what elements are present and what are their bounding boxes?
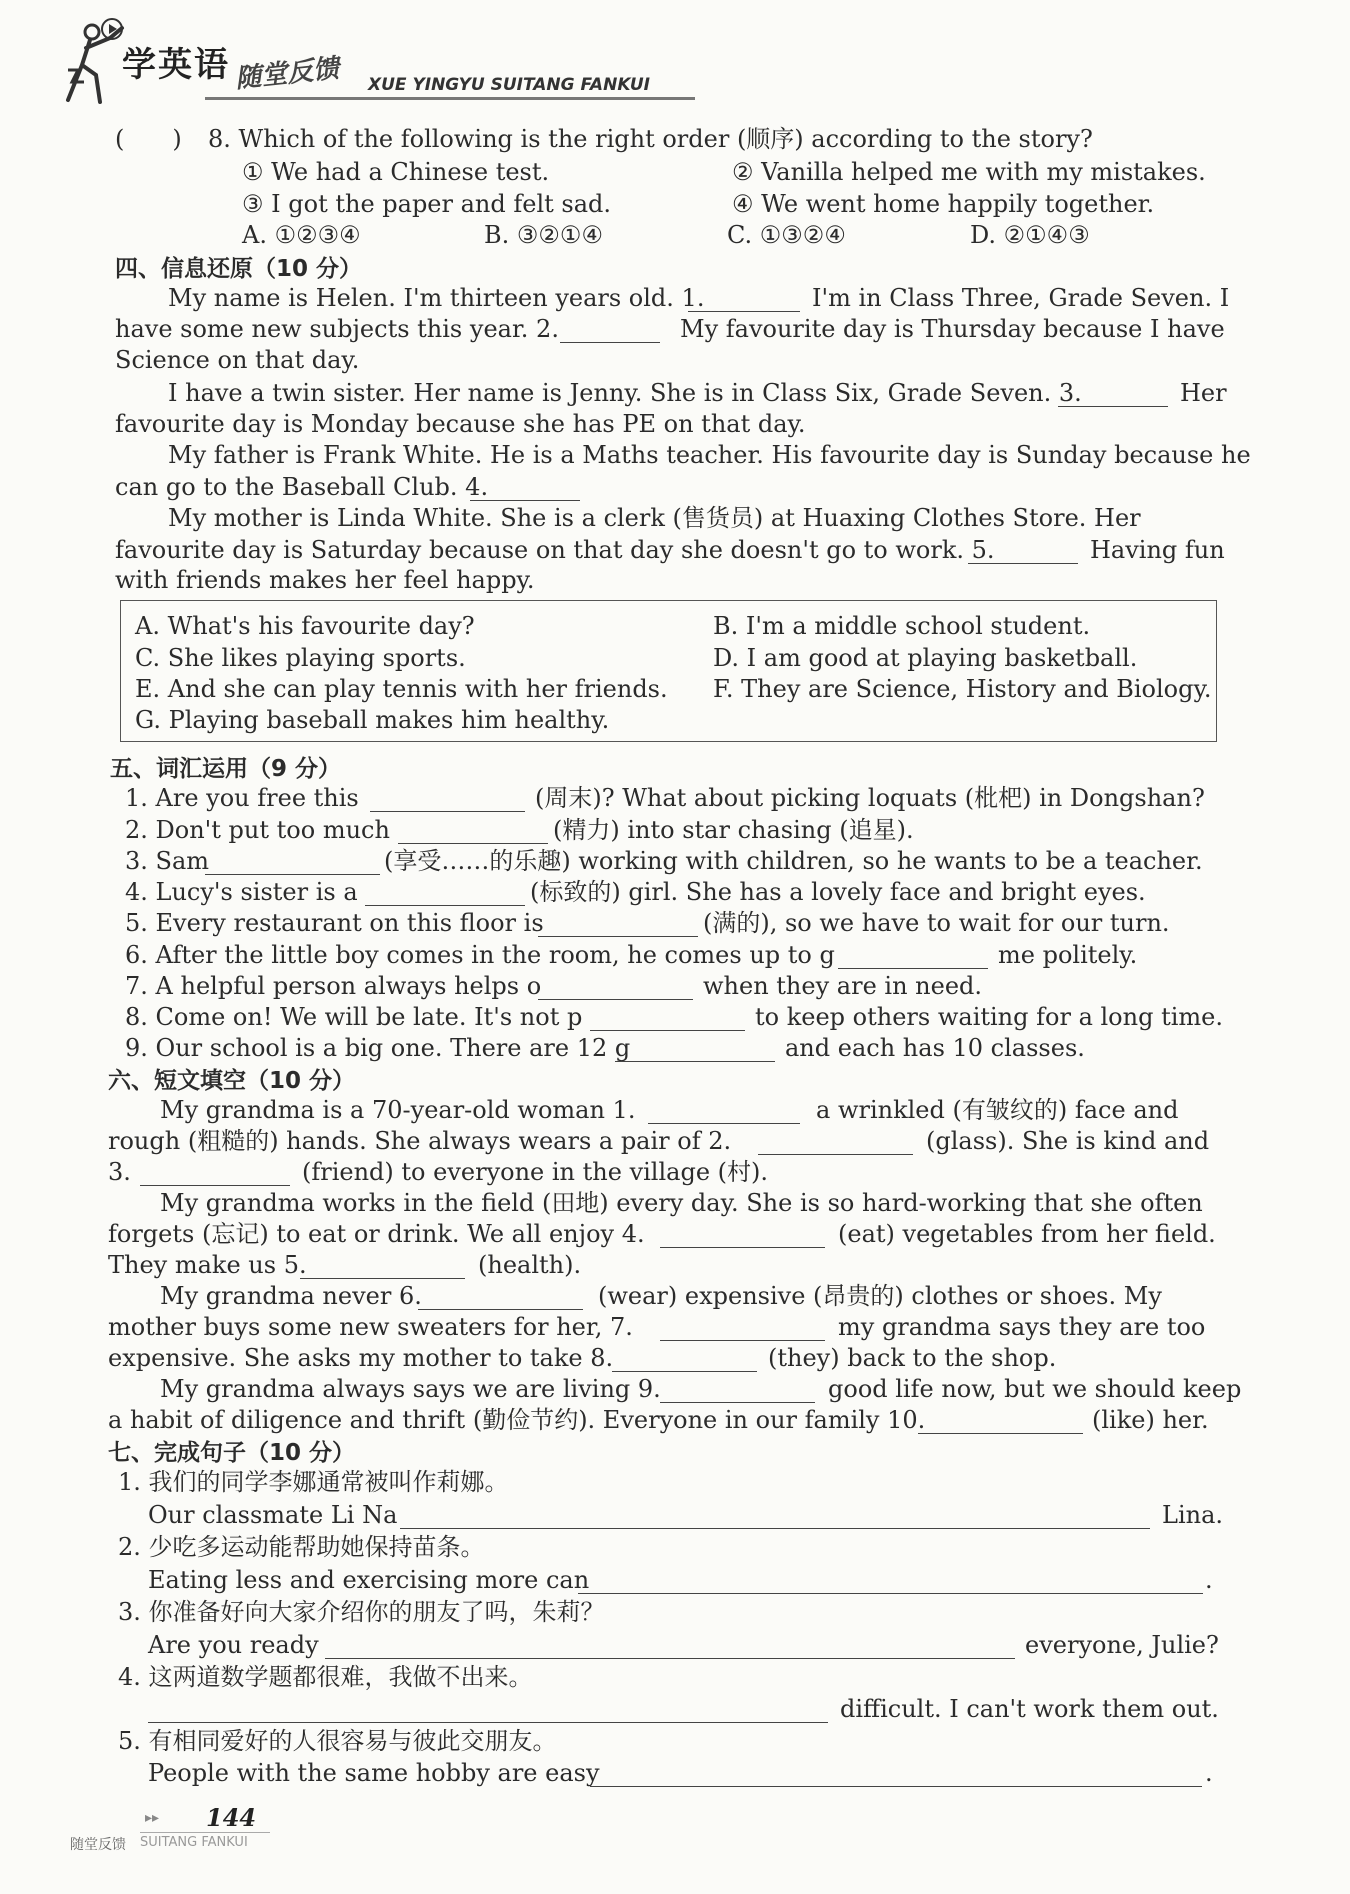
sentence-en: everyone, Julie?: [1025, 1631, 1219, 1659]
passage-line: My grandma never 6.: [160, 1282, 422, 1310]
answer-blank[interactable]: [398, 843, 548, 844]
sentence-en: People with the same hobby are easy: [148, 1759, 600, 1787]
vocab-item: 1. Are you free this: [125, 784, 359, 812]
passage-line: (wear) expensive (昂贵的) clothes or shoes. My: [598, 1282, 1162, 1310]
vocab-item: (享受……的乐趣) working with children, so he wants to be a teacher.: [384, 847, 1203, 875]
vocab-item: (标致的) girl. She has a lovely face and bright eyes.: [530, 878, 1146, 906]
section-heading: 五、词汇运用（9 分）: [110, 756, 342, 782]
sentence-cn: 2. 少吃多运动能帮助她保持苗条。: [118, 1533, 485, 1561]
header-title: 学英语: [122, 45, 230, 85]
answer-blank[interactable]: [688, 311, 800, 312]
passage-line: rough (粗糙的) hands. She always wears a pair of 2.: [108, 1127, 732, 1155]
vocab-item: 2. Don't put too much: [125, 816, 390, 844]
passage-line: My grandma always says we are living 9.: [160, 1375, 661, 1403]
q8-item: ② Vanilla helped me with my mistakes.: [732, 158, 1206, 186]
passage-line: I have a twin sister. Her name is Jenny. She is in Class Six, Grade Seven. 3.: [168, 379, 1082, 407]
vocab-item: (满的), so we have to wait for our turn.: [703, 909, 1170, 937]
passage-line: They make us 5.: [108, 1251, 307, 1279]
passage-line: expensive. She asks my mother to take 8.: [108, 1344, 614, 1372]
sentence-en: difficult. I can't work them out.: [840, 1695, 1219, 1723]
answer-blank[interactable]: [140, 1185, 290, 1186]
vocab-item: (精力) into star chasing (追星).: [553, 816, 914, 844]
answer-line[interactable]: [578, 1593, 1203, 1594]
answer-line[interactable]: [590, 1786, 1202, 1787]
vocab-item: (周末)? What about picking loquats (枇杷) in Dongshan?: [535, 784, 1205, 812]
passage-line: have some new subjects this year. 2.: [115, 315, 559, 343]
q8-item: ③ I got the paper and felt sad.: [242, 190, 612, 218]
answer-blank[interactable]: [560, 342, 660, 343]
answer-blank[interactable]: [838, 968, 988, 969]
answer-blank[interactable]: [205, 874, 380, 875]
play-icon: [100, 17, 124, 41]
section-heading: 六、短文填空（10 分）: [108, 1068, 356, 1094]
sentence-en: .: [1205, 1759, 1213, 1787]
passage-line: My name is Helen. I'm thirteen years old. 1.: [168, 284, 705, 312]
vocab-item: 4. Lucy's sister is a: [125, 878, 358, 906]
header-subtitle-cn: 随堂反馈: [233, 53, 341, 95]
answer-blank[interactable]: [590, 1030, 745, 1031]
option-item: G. Playing baseball makes him healthy.: [135, 706, 610, 734]
answer-blank[interactable]: [758, 1154, 913, 1155]
passage-line: My grandma is a 70-year-old woman 1.: [160, 1096, 636, 1124]
sentence-en: Our classmate Li Na: [148, 1501, 398, 1529]
answer-line[interactable]: [400, 1528, 1150, 1529]
sentence-en: .: [1205, 1566, 1213, 1594]
sentence-cn: 1. 我们的同学李娜通常被叫作莉娜。: [118, 1468, 509, 1496]
passage-line: (glass). She is kind and: [926, 1127, 1210, 1155]
passage-line: with friends makes her feel happy.: [115, 566, 535, 594]
passage-line: favourite day is Saturday because on that day she doesn't go to work. 5.: [115, 536, 995, 564]
passage-line: Having fun: [1090, 536, 1225, 564]
passage-line: I'm in Class Three, Grade Seven. I: [812, 284, 1230, 312]
answer-blank[interactable]: [365, 905, 525, 906]
passage-line: My grandma works in the field (田地) every day. She is so hard-working that she often: [160, 1189, 1203, 1217]
option-item: F. They are Science, History and Biology.: [713, 675, 1212, 703]
sentence-en: Eating less and exercising more can: [148, 1566, 590, 1594]
answer-blank[interactable]: [660, 1247, 825, 1248]
vocab-item: me politely.: [998, 941, 1138, 969]
vocab-item: 7. A helpful person always helps o: [125, 972, 542, 1000]
passage-line: (eat) vegetables from her field.: [838, 1220, 1216, 1248]
section-heading: 七、完成句子（10 分）: [108, 1440, 356, 1466]
answer-blank[interactable]: [968, 563, 1078, 564]
passage-line: 3.: [108, 1158, 131, 1186]
passage-line: My favourite day is Thursday because I have: [680, 315, 1225, 343]
q8-option: C. ①③②④: [727, 221, 846, 249]
vocab-item: to keep others waiting for a long time.: [755, 1003, 1223, 1031]
q8-option: A. ①②③④: [242, 221, 361, 249]
option-item: B. I'm a middle school student.: [713, 612, 1091, 640]
q8-option: D. ②①④③: [970, 221, 1090, 249]
sentence-cn: 4. 这两道数学题都很难，我做不出来。: [118, 1663, 533, 1691]
answer-blank[interactable]: [538, 999, 693, 1000]
answer-line[interactable]: [148, 1722, 828, 1723]
answer-blank[interactable]: [660, 1402, 815, 1403]
passage-line: (they) back to the shop.: [768, 1344, 1057, 1372]
passage-line: favourite day is Monday because she has PE on that day.: [115, 410, 806, 438]
passage-line: can go to the Baseball Club. 4.: [115, 473, 489, 501]
header-subtitle-en: XUE YINGYU SUITANG FANKUI: [368, 75, 651, 95]
vocab-item: 5. Every restaurant on this floor is: [125, 909, 544, 937]
page-header: [50, 15, 670, 115]
answer-blank[interactable]: [918, 1433, 1083, 1434]
q8-option: B. ③②①④: [484, 221, 603, 249]
sentence-en: Are you ready: [148, 1631, 319, 1659]
section-heading: 四、信息还原（10 分）: [115, 256, 363, 282]
answer-blank[interactable]: [538, 936, 698, 937]
option-item: E. And she can play tennis with her friends.: [135, 675, 668, 703]
vocab-item: 6. After the little boy comes in the room, he comes up to g: [125, 941, 835, 969]
vocab-item: when they are in need.: [703, 972, 983, 1000]
answer-blank[interactable]: [1058, 406, 1168, 407]
answer-blank[interactable]: [612, 1371, 757, 1372]
option-item: C. She likes playing sports.: [135, 644, 466, 672]
answer-blank[interactable]: [370, 811, 525, 812]
vocab-item: 8. Come on! We will be late. It's not p: [125, 1003, 583, 1031]
passage-line: a wrinkled (有皱纹的) face and: [816, 1096, 1179, 1124]
passage-line: my grandma says they are too: [838, 1313, 1206, 1341]
q8-stem: 8. Which of the following is the right order (顺序) according to the story?: [208, 125, 1093, 153]
sentence-cn: 3. 你准备好向大家介绍你的朋友了吗，朱莉？: [118, 1598, 605, 1626]
sentence-cn: 5. 有相同爱好的人很容易与彼此交朋友。: [118, 1727, 557, 1755]
page-number: 144: [206, 1803, 257, 1832]
passage-line: My mother is Linda White. She is a clerk (售货员) at Huaxing Clothes Store. Her: [168, 504, 1141, 532]
passage-line: (health).: [478, 1251, 582, 1279]
passage-line: (like) her.: [1092, 1406, 1209, 1434]
footer-label-en: SUITANG FANKUI: [140, 1835, 248, 1850]
answer-blank[interactable]: [660, 1340, 825, 1341]
passage-line: Her: [1180, 379, 1227, 407]
passage-line: (friend) to everyone in the village (村).: [302, 1158, 769, 1186]
passage-line: forgets (忘记) to eat or drink. We all enjoy 4.: [108, 1220, 645, 1248]
answer-blank[interactable]: [615, 1061, 775, 1062]
answer-blank[interactable]: [648, 1123, 800, 1124]
footer-rule: [140, 1832, 270, 1833]
q8-item: ① We had a Chinese test.: [242, 158, 550, 186]
header-rule: [205, 97, 695, 100]
vocab-item: 9. Our school is a big one. There are 12 g: [125, 1034, 631, 1062]
footer-label-cn: 随堂反馈: [70, 1837, 126, 1853]
answer-line[interactable]: [325, 1658, 1015, 1659]
option-item: A. What's his favourite day?: [135, 612, 475, 640]
answer-paren[interactable]: ( ): [115, 125, 182, 153]
passage-line: Science on that day.: [115, 346, 360, 374]
vocab-item: and each has 10 classes.: [785, 1034, 1085, 1062]
passage-line: mother buys some new sweaters for her, 7.: [108, 1313, 633, 1341]
arrow-icon: ▸▸: [145, 1810, 160, 1826]
sentence-en: Lina.: [1162, 1501, 1224, 1529]
passage-line: My father is Frank White. He is a Maths teacher. His favourite day is Sunday because he: [168, 441, 1251, 469]
passage-line: good life now, but we should keep: [828, 1375, 1242, 1403]
answer-blank[interactable]: [418, 1309, 583, 1310]
answer-blank[interactable]: [470, 500, 580, 501]
vocab-item: 3. Sam: [125, 847, 210, 875]
passage-line: a habit of diligence and thrift (勤俭节约). Everyone in our family 10.: [108, 1406, 926, 1434]
option-item: D. I am good at playing basketball.: [713, 644, 1138, 672]
q8-item: ④ We went home happily together.: [732, 190, 1155, 218]
answer-blank[interactable]: [300, 1278, 465, 1279]
